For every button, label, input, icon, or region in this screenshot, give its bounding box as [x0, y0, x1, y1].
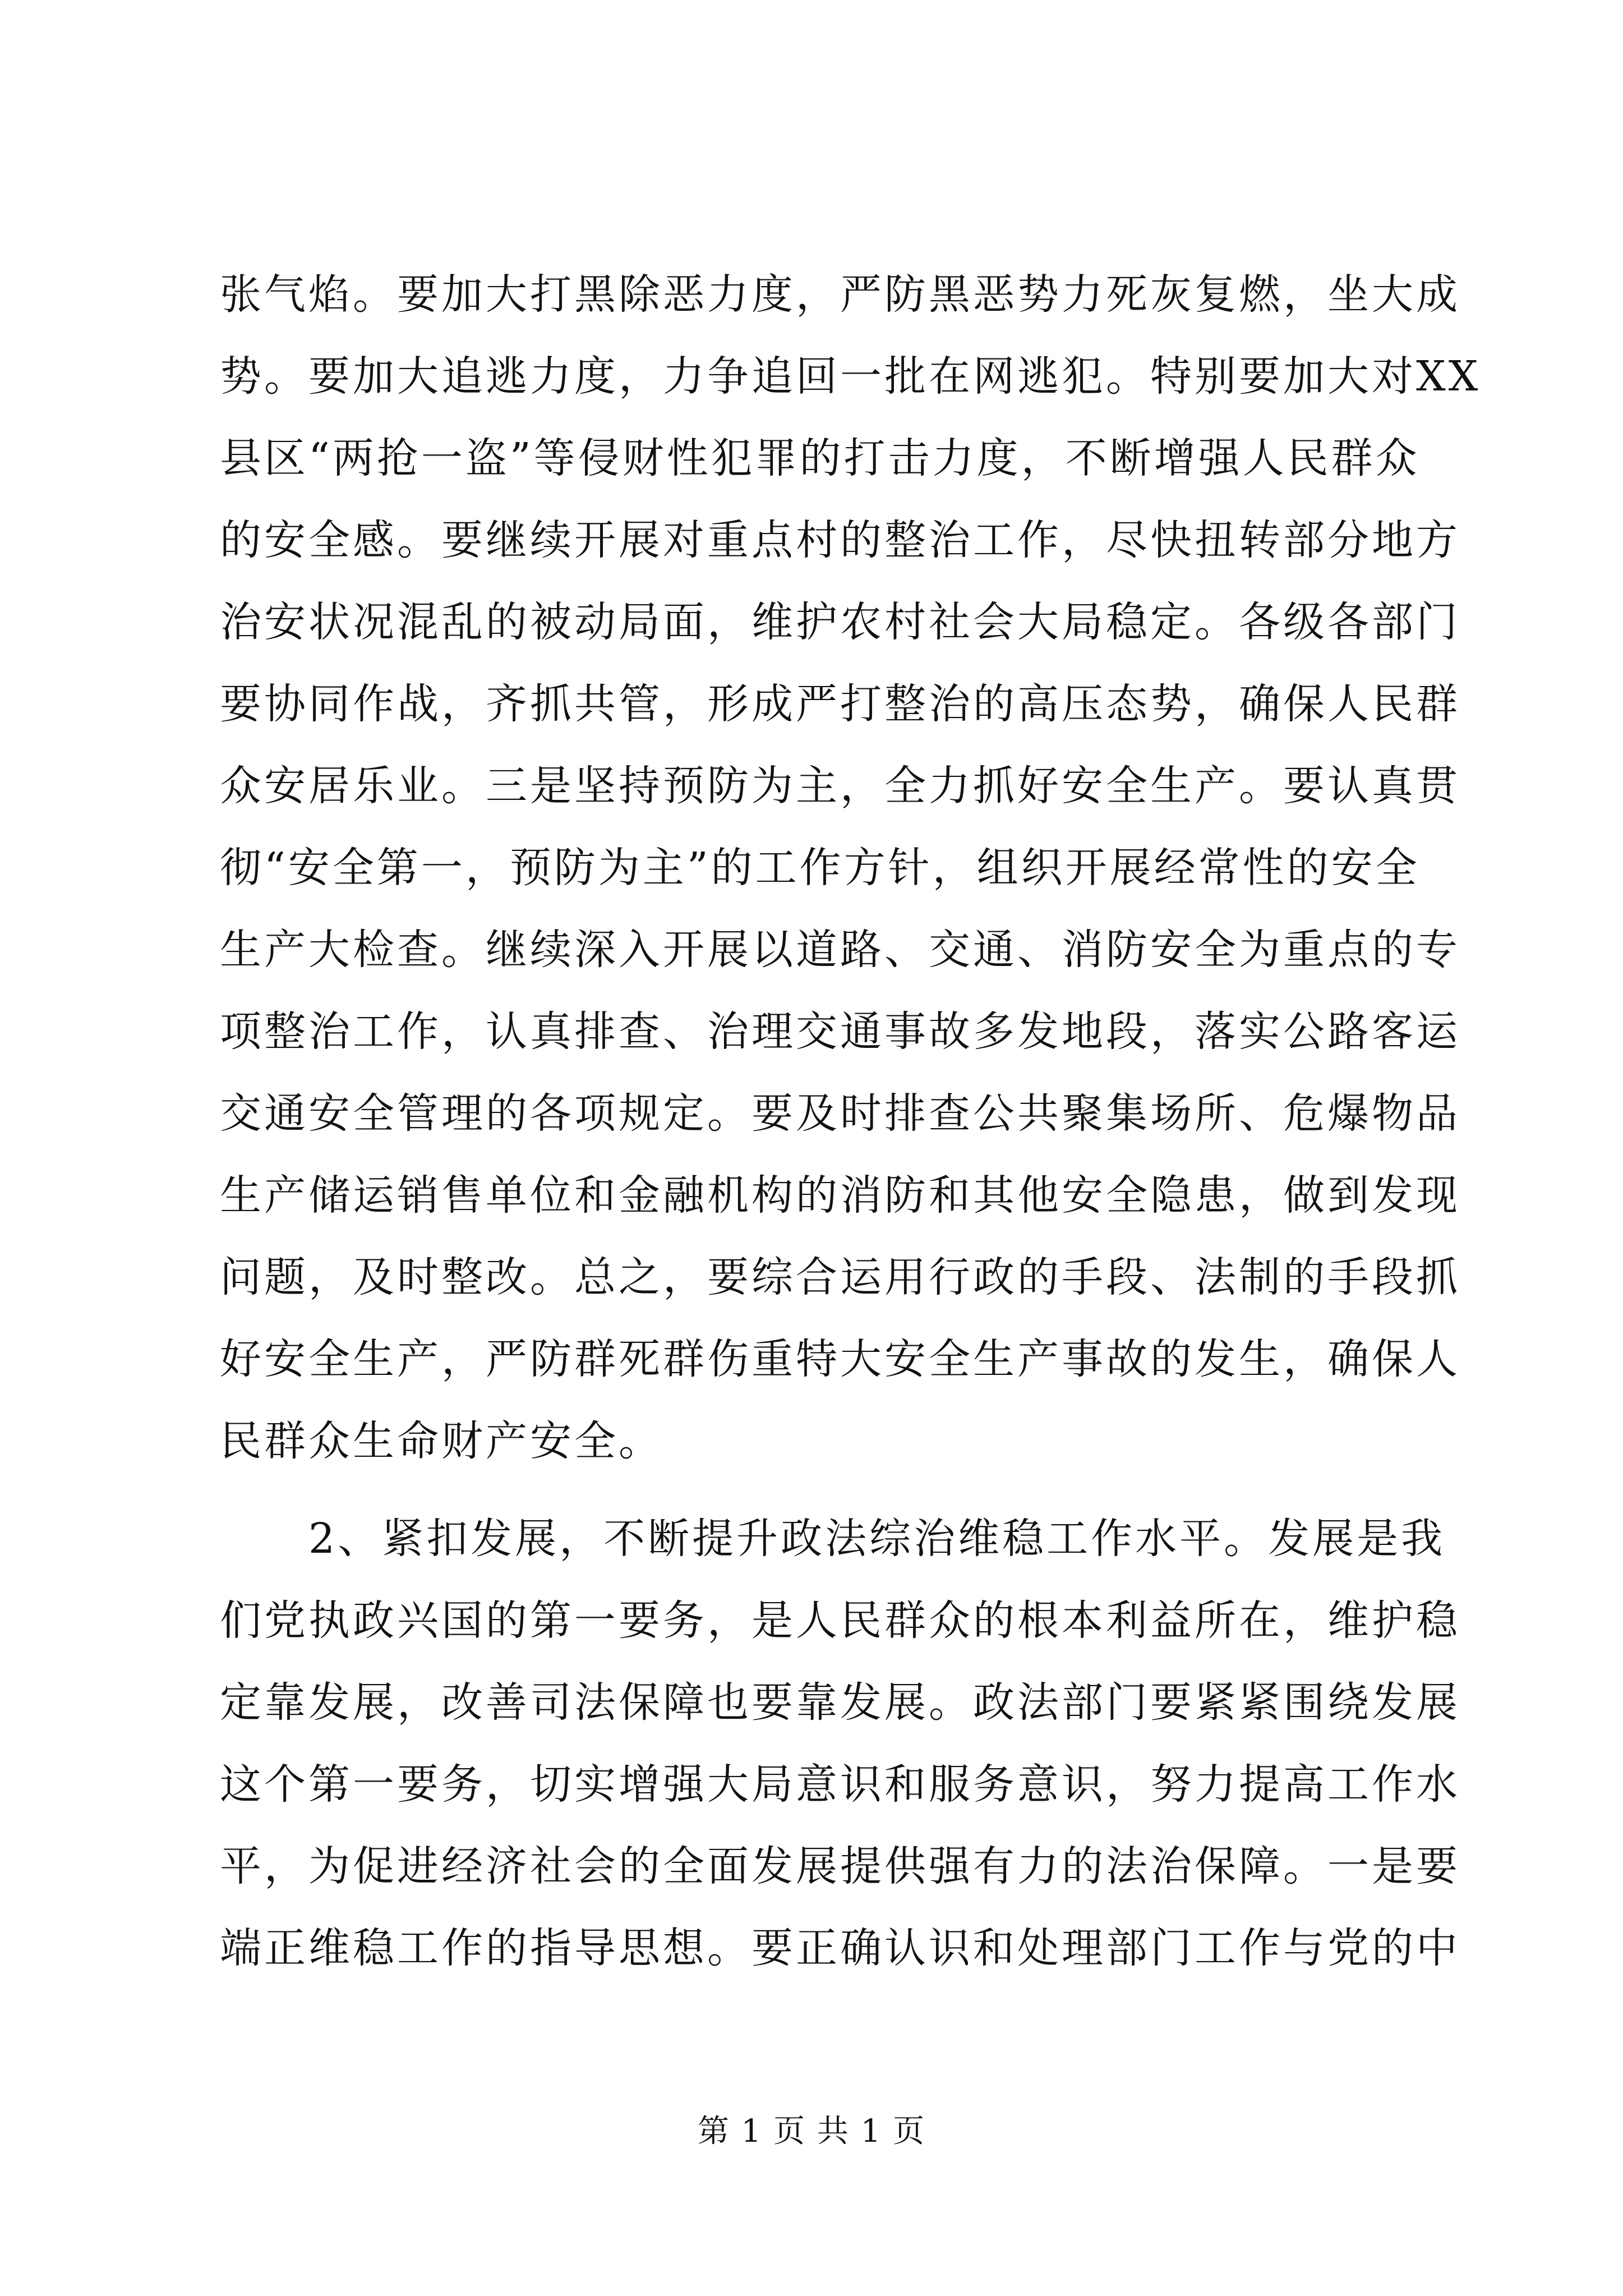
- paragraph-1: [220, 254, 1481, 1482]
- text-line: 问题，及时整改。总之，要综合运用行政的手段、法制的手段抓: [220, 1253, 1460, 1301]
- text-line: 好安全生产，严防群死群伤重特大安全生产事故的发生，确保人: [220, 1335, 1460, 1383]
- text-line: 要协同作战，齐抓共管，形成严打整治的高压态势，确保人民群: [220, 680, 1460, 728]
- text-line: 项整治工作，认真排查、治理交通事故多发地段，落实公路客运: [220, 1007, 1460, 1056]
- paragraph-2: [220, 1498, 1460, 1989]
- text-line: 的安全感。要继续开展对重点村的整治工作，尽快扭转部分地方: [220, 516, 1460, 564]
- text-line: 端正维稳工作的指导思想。要正确认识和处理部门工作与党的中: [220, 1924, 1460, 1972]
- text-line: 生产大检查。继续深入开展以道路、交通、消防安全为重点的专: [220, 926, 1460, 974]
- text-line: 彻“安全第一，预防为主”的工作方针，组织开展经常性的安全: [220, 844, 1420, 892]
- text-line: 势。要加大追逃力度，力争追回一批在网逃犯。特别要加大对XX: [220, 352, 1481, 401]
- text-line: 交通安全管理的各项规定。要及时排查公共聚集场所、危爆物品: [220, 1089, 1460, 1138]
- text-line: 县区“两抢一盗”等侵财性犯罪的打击力度，不断增强人民群众: [220, 434, 1420, 482]
- text-line: 平，为促进经济社会的全面发展提供强有力的法治保障。一是要: [220, 1842, 1460, 1890]
- text-line: 民群众生命财产安全。: [220, 1417, 663, 1465]
- text-line: 张气焰。要加大打黑除恶力度，严防黑恶势力死灰复燃，坐大成: [220, 270, 1460, 319]
- text-line: 定靠发展，改善司法保障也要靠发展。政法部门要紧紧围绕发展: [220, 1678, 1460, 1727]
- page-footer: 第 1 页 共 1 页: [697, 2113, 926, 2150]
- text-line: 治安状况混乱的被动局面，维护农村社会大局稳定。各级各部门: [220, 598, 1460, 646]
- text-line: 这个第一要务，切实增强大局意识和服务意识，努力提高工作水: [220, 1760, 1460, 1809]
- text-line: 们党执政兴国的第一要务，是人民群众的根本利益所在，维护稳: [220, 1596, 1460, 1645]
- text-line: 生产储运销售单位和金融机构的消防和其他安全隐患，做到发现: [220, 1171, 1460, 1220]
- paragraph-gap: [220, 1482, 1409, 1498]
- text-line: 众安居乐业。三是坚持预防为主，全力抓好安全生产。要认真贯: [220, 762, 1460, 810]
- body-text: [220, 254, 1481, 1989]
- text-line: 2、紧扣发展，不断提升政法综治维稳工作水平。发展是我: [220, 1515, 1446, 1563]
